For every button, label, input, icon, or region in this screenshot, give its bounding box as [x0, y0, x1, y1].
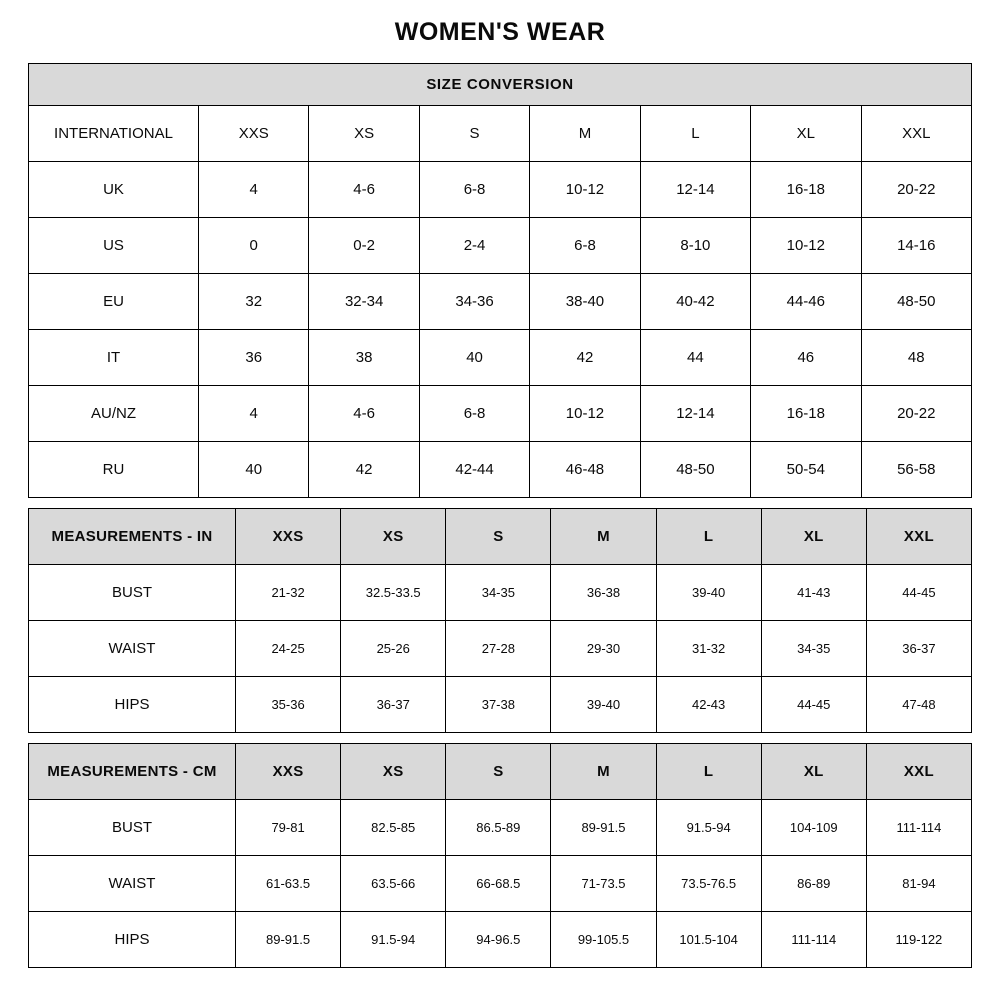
- size-column-header: XS: [309, 106, 419, 162]
- table-cell: 10-12: [751, 218, 861, 274]
- table-cell: 12-14: [640, 386, 750, 442]
- table-row: [29, 912, 972, 968]
- table-cell: 8-10: [640, 218, 750, 274]
- table-cell: 36-37: [866, 621, 971, 677]
- table-cell: 111-114: [761, 912, 866, 968]
- row-label: IT: [29, 330, 199, 386]
- table-cell: 40: [419, 330, 529, 386]
- table-cell: 104-109: [761, 800, 866, 856]
- table-row: [29, 565, 972, 621]
- table-cell: 34-36: [419, 274, 529, 330]
- table-cell: 46: [751, 330, 861, 386]
- table-cell: 32.5-33.5: [341, 565, 446, 621]
- table-cell: 82.5-85: [341, 800, 446, 856]
- corner-header: MEASUREMENTS - CM: [29, 744, 236, 800]
- table-cell: 32-34: [309, 274, 419, 330]
- table-cell: 38: [309, 330, 419, 386]
- table-cell: 27-28: [446, 621, 551, 677]
- table-cell: 42: [309, 442, 419, 498]
- table-cell: 4: [199, 162, 309, 218]
- size-conversion-title: SIZE CONVERSION: [29, 64, 972, 106]
- measurements-cm-table: [28, 743, 972, 968]
- table-cell: 47-48: [866, 677, 971, 733]
- table-cell: 41-43: [761, 565, 866, 621]
- row-label: US: [29, 218, 199, 274]
- corner-header: INTERNATIONAL: [29, 106, 199, 162]
- table-cell: 20-22: [861, 162, 971, 218]
- size-column-header: XXL: [866, 509, 971, 565]
- row-label: RU: [29, 442, 199, 498]
- size-column-header: XS: [341, 509, 446, 565]
- table-cell: 34-35: [761, 621, 866, 677]
- measurements-cm-body: [29, 800, 972, 968]
- table-cell: 21-32: [236, 565, 341, 621]
- table-cell: 42: [530, 330, 640, 386]
- table-cell: 79-81: [236, 800, 341, 856]
- table-cell: 86.5-89: [446, 800, 551, 856]
- size-conversion-body: [29, 162, 972, 498]
- table-cell: 42-44: [419, 442, 529, 498]
- table-cell: 119-122: [866, 912, 971, 968]
- table-cell: 10-12: [530, 162, 640, 218]
- size-column-header: M: [530, 106, 640, 162]
- table-cell: 39-40: [551, 677, 656, 733]
- table-row: [29, 386, 972, 442]
- table-cell: 86-89: [761, 856, 866, 912]
- row-label: WAIST: [29, 621, 236, 677]
- table-cell: 14-16: [861, 218, 971, 274]
- table-cell: 36: [199, 330, 309, 386]
- row-label: UK: [29, 162, 199, 218]
- measurements-in-table: [28, 508, 972, 733]
- table-cell: 91.5-94: [656, 800, 761, 856]
- row-label: BUST: [29, 565, 236, 621]
- size-column-header: S: [446, 509, 551, 565]
- table-cell: 38-40: [530, 274, 640, 330]
- table-cell: 4: [199, 386, 309, 442]
- table-cell: 94-96.5: [446, 912, 551, 968]
- size-column-header: XXS: [199, 106, 309, 162]
- size-column-header: XXL: [866, 744, 971, 800]
- row-label: HIPS: [29, 912, 236, 968]
- table-row: [29, 856, 972, 912]
- table-cell: 46-48: [530, 442, 640, 498]
- corner-header: MEASUREMENTS - IN: [29, 509, 236, 565]
- size-guide-page: [28, 0, 972, 968]
- size-column-header: L: [640, 106, 750, 162]
- table-cell: 61-63.5: [236, 856, 341, 912]
- table-cell: 0: [199, 218, 309, 274]
- table-cell: 29-30: [551, 621, 656, 677]
- table-cell: 40: [199, 442, 309, 498]
- table-cell: 25-26: [341, 621, 446, 677]
- size-column-header: XL: [751, 106, 861, 162]
- table-cell: 10-12: [530, 386, 640, 442]
- table-row: [29, 621, 972, 677]
- table-cell: 4-6: [309, 162, 419, 218]
- table-cell: 40-42: [640, 274, 750, 330]
- table-cell: 35-36: [236, 677, 341, 733]
- table-cell: 32: [199, 274, 309, 330]
- size-column-header: M: [551, 744, 656, 800]
- table-row: [29, 677, 972, 733]
- size-conversion-header-row: [29, 106, 972, 162]
- table-row: [29, 442, 972, 498]
- row-label: HIPS: [29, 677, 236, 733]
- table-cell: 24-25: [236, 621, 341, 677]
- table-cell: 12-14: [640, 162, 750, 218]
- table-cell: 44-46: [751, 274, 861, 330]
- table-cell: 6-8: [530, 218, 640, 274]
- page-title: WOMEN'S WEAR: [394, 18, 606, 46]
- size-column-header: L: [656, 744, 761, 800]
- table-cell: 36-38: [551, 565, 656, 621]
- measurements-in-header-row: [29, 509, 972, 565]
- size-column-header: XXS: [236, 744, 341, 800]
- table-cell: 34-35: [446, 565, 551, 621]
- measurements-in-body: [29, 565, 972, 733]
- measurements-cm-header-row: [29, 744, 972, 800]
- table-cell: 44-45: [761, 677, 866, 733]
- table-cell: 89-91.5: [236, 912, 341, 968]
- size-column-header: XL: [761, 509, 866, 565]
- table-cell: 16-18: [751, 162, 861, 218]
- table-cell: 0-2: [309, 218, 419, 274]
- table-row: [29, 800, 972, 856]
- table-cell: 6-8: [419, 386, 529, 442]
- size-column-header: S: [419, 106, 529, 162]
- size-conversion-title-row: [29, 64, 972, 106]
- table-cell: 99-105.5: [551, 912, 656, 968]
- size-column-header: XL: [761, 744, 866, 800]
- table-cell: 44-45: [866, 565, 971, 621]
- table-cell: 71-73.5: [551, 856, 656, 912]
- size-conversion-table: [28, 63, 972, 498]
- table-cell: 66-68.5: [446, 856, 551, 912]
- table-cell: 81-94: [866, 856, 971, 912]
- table-cell: 16-18: [751, 386, 861, 442]
- table-cell: 39-40: [656, 565, 761, 621]
- size-column-header: S: [446, 744, 551, 800]
- table-cell: 48: [861, 330, 971, 386]
- table-cell: 111-114: [866, 800, 971, 856]
- size-column-header: XXS: [236, 509, 341, 565]
- table-cell: 91.5-94: [341, 912, 446, 968]
- table-cell: 36-37: [341, 677, 446, 733]
- table-cell: 101.5-104: [656, 912, 761, 968]
- table-cell: 44: [640, 330, 750, 386]
- table-cell: 42-43: [656, 677, 761, 733]
- table-cell: 63.5-66: [341, 856, 446, 912]
- size-column-header: M: [551, 509, 656, 565]
- table-cell: 31-32: [656, 621, 761, 677]
- table-cell: 56-58: [861, 442, 971, 498]
- table-cell: 37-38: [446, 677, 551, 733]
- table-cell: 48-50: [861, 274, 971, 330]
- size-column-header: L: [656, 509, 761, 565]
- table-row: [29, 274, 972, 330]
- row-label: AU/NZ: [29, 386, 199, 442]
- table-row: [29, 218, 972, 274]
- row-label: WAIST: [29, 856, 236, 912]
- table-cell: 89-91.5: [551, 800, 656, 856]
- table-cell: 20-22: [861, 386, 971, 442]
- table-cell: 6-8: [419, 162, 529, 218]
- table-cell: 4-6: [309, 386, 419, 442]
- table-cell: 2-4: [419, 218, 529, 274]
- table-row: [29, 162, 972, 218]
- table-cell: 50-54: [751, 442, 861, 498]
- row-label: EU: [29, 274, 199, 330]
- table-row: [29, 330, 972, 386]
- size-column-header: XS: [341, 744, 446, 800]
- row-label: BUST: [29, 800, 236, 856]
- table-cell: 73.5-76.5: [656, 856, 761, 912]
- size-column-header: XXL: [861, 106, 971, 162]
- table-cell: 48-50: [640, 442, 750, 498]
